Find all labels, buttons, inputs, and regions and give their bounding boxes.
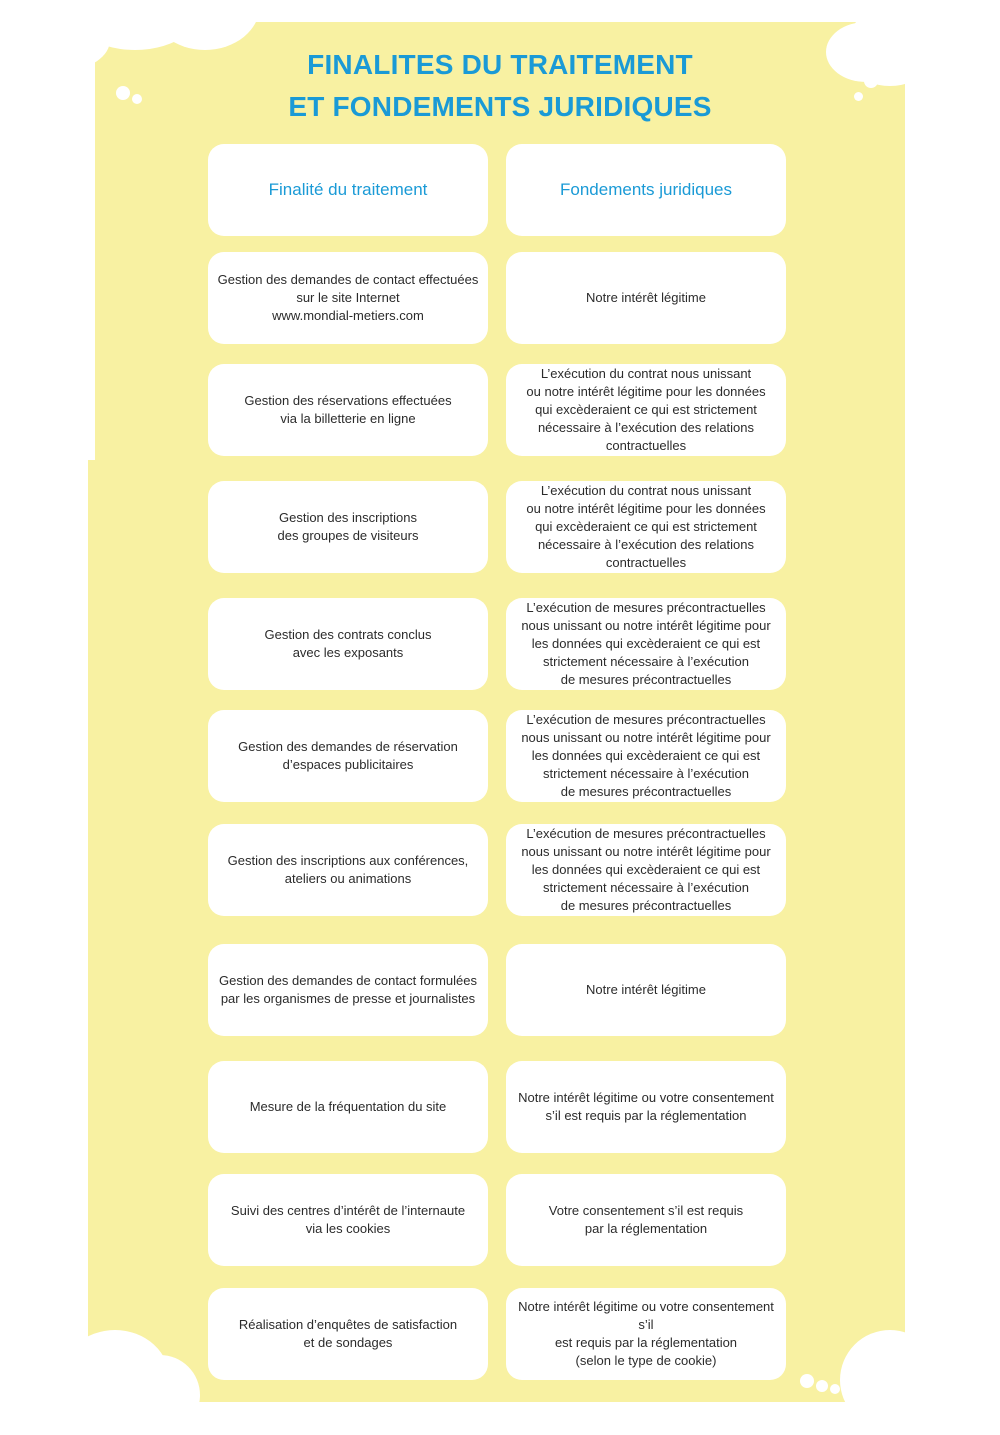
finalite-cell: Gestion des réservations effectuées via la billetterie en ligne [208, 364, 488, 456]
fondement-cell: L’exécution de mesures précontractuelles nous unissant ou notre intérêt légitime pour les données qui excèderaient ce qui est strictement nécessaire à l’exécution de mesures précontractuelles [506, 710, 786, 802]
page-title [0, 44, 1000, 128]
header-fondements: Fondements juridiques [506, 144, 786, 236]
finalite-cell: Gestion des demandes de contact formulées par les organismes de presse et journalistes [208, 944, 488, 1036]
fondement-cell: L’exécution de mesures précontractuelles nous unissant ou notre intérêt légitime pour les données qui excèderaient ce qui est strictement nécessaire à l’exécution de mesures précontractuelles [506, 824, 786, 916]
panel-edge [88, 460, 100, 1400]
finalite-cell: Gestion des demandes de contact effectuées sur le site Internet www.mondial-metiers.com [208, 252, 488, 344]
finalite-cell: Gestion des inscriptions des groupes de visiteurs [208, 481, 488, 573]
fondement-cell: L’exécution du contrat nous unissant ou notre intérêt légitime pour les données qui excèderaient ce qui est strictement nécessaire à l’exécution des relations contractuelles [506, 481, 786, 573]
finalite-cell: Suivi des centres d’intérêt de l’internaute via les cookies [208, 1174, 488, 1266]
finalite-cell: Gestion des inscriptions aux conférences, ateliers ou animations [208, 824, 488, 916]
title-line-2: ET FONDEMENTS JURIDIQUES [288, 91, 712, 122]
finalite-cell: Réalisation d’enquêtes de satisfaction et de sondages [208, 1288, 488, 1380]
fondement-cell: Votre consentement s’il est requis par la réglementation [506, 1174, 786, 1266]
finalite-cell: Gestion des demandes de réservation d’espaces publicitaires [208, 710, 488, 802]
fondement-cell: Notre intérêt légitime [506, 252, 786, 344]
title-line-1: FINALITES DU TRAITEMENT [307, 49, 693, 80]
header-finalite: Finalité du traitement [208, 144, 488, 236]
fondement-cell: L’exécution du contrat nous unissant ou notre intérêt légitime pour les données qui excèderaient ce qui est strictement nécessaire à l’exécution des relations contractuelles [506, 364, 786, 456]
fondement-cell: Notre intérêt légitime [506, 944, 786, 1036]
fondement-cell: L’exécution de mesures précontractuelles nous unissant ou notre intérêt légitime pour les données qui excèderaient ce qui est strictement nécessaire à l’exécution de mesures précontractuelles [506, 598, 786, 690]
finalite-cell: Mesure de la fréquentation du site [208, 1061, 488, 1153]
fondement-cell: Notre intérêt légitime ou votre consentement s’il est requis par la réglementation (selon le type de cookie) [506, 1288, 786, 1380]
finalite-cell: Gestion des contrats conclus avec les exposants [208, 598, 488, 690]
fondement-cell: Notre intérêt légitime ou votre consentement s’il est requis par la réglementation [506, 1061, 786, 1153]
